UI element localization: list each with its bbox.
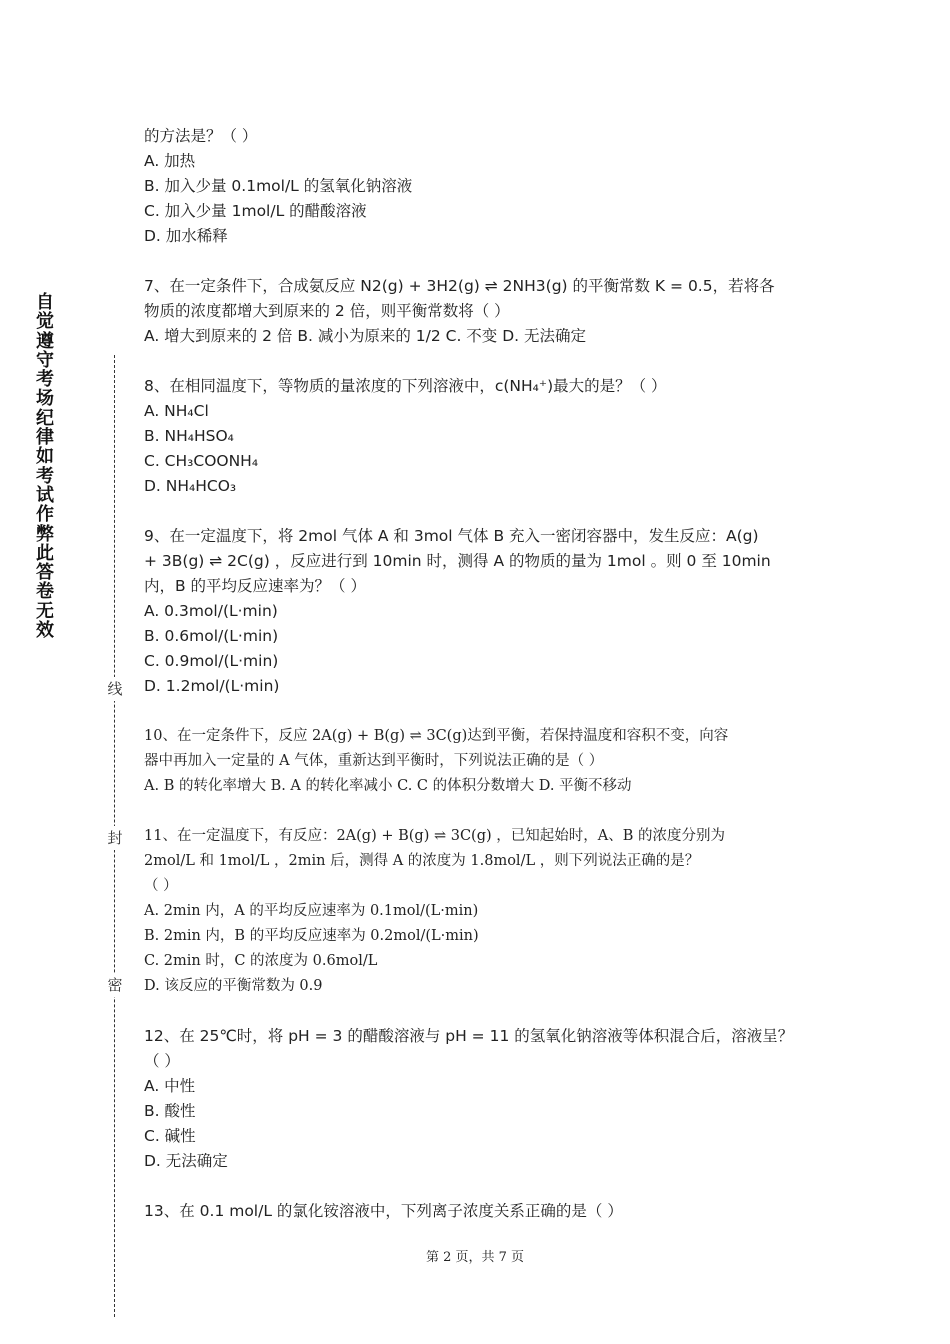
option: B. 2min 内，B 的平均反应速率为 0.2mol/(L·min) [144,928,479,944]
binding-label-seal: 封 [104,826,126,850]
question-stem: 内，B 的平均反应速率为？（ ） [144,577,366,595]
page-footer: 第 2 页，共 7 页 [425,1250,525,1265]
option: A. 2min 内，A 的平均反应速率为 0.1mol/(L·min) [144,903,479,919]
option: A. 加热 [144,152,196,170]
question-stem: 器中再加入一定量的 A 气体，重新达到平衡时，下列说法正确的是（ ） [144,753,604,769]
question-stem: 9、在一定温度下，将 2mol 气体 A 和 3mol 气体 B 充入一密闭容器中，发生反应：A(g) [144,527,759,545]
option: D. 1.2mol/(L·min) [144,677,280,695]
question-10 [144,724,834,799]
question-7 [144,274,834,349]
option: B. 加入少量 0.1mol/L 的氢氧化钠溶液 [144,177,413,195]
question-stem: 7、在一定条件下，合成氨反应 N2(g) + 3H2(g) ⇌ 2NH3(g) 的平衡常数 K = 0.5，若将各 [144,277,775,295]
question-stem: + 3B(g) ⇌ 2C(g) ，反应进行到 10min 时，测得 A 的物质的量为 1mol 。则 0 至 10min [144,552,771,570]
question-6 [144,124,834,249]
question-11 [144,824,834,999]
option: B. 酸性 [144,1102,196,1120]
option: B. 0.6mol/(L·min) [144,627,279,645]
question-stem: 10、在一定条件下，反应 2A(g) + B(g) ⇌ 3C(g)达到平衡，若保持温度和容积不变，向容 [144,728,729,744]
question-9 [144,524,834,699]
question-stem: 的方法是？（ ） [144,127,258,145]
option: C. CH₃COONH₄ [144,452,259,470]
question-stem: 8、在相同温度下，等物质的量浓度的下列溶液中，c(NH₄⁺)最大的是？（ ） [144,377,667,395]
options-line: A. 增大到原来的 2 倍 B. 减小为原来的 1/2 C. 不变 D. 无法确定 [144,327,587,345]
question-stem: 物质的浓度都增大到原来的 2 倍，则平衡常数将（ ） [144,302,510,320]
option: D. NH₄HCO₃ [144,477,237,495]
question-stem: 11、在一定温度下，有反应：2A(g) + B(g) ⇌ 3C(g) ，已知起始时，A、B 的浓度分别为 [144,828,725,844]
question-stem: 12、在 25℃时，将 pH = 3 的醋酸溶液与 pH = 11 的氢氧化钠溶液等体积混合后，溶液呈？ [144,1027,794,1045]
binding-label-line: 线 [104,677,126,701]
option: C. 加入少量 1mol/L 的醋酸溶液 [144,202,367,220]
question-stem: （ ） [144,878,178,894]
option: A. 0.3mol/(L·min) [144,602,278,620]
option: B. NH₄HSO₄ [144,427,234,445]
binding-label-secret: 密 [104,973,126,997]
option: D. 该反应的平衡常数为 0.9 [144,978,323,994]
question-stem: 13、在 0.1 mol/L 的氯化铵溶液中，下列离子浓度关系正确的是（ ） [144,1202,623,1220]
question-13 [144,1199,834,1224]
question-content [144,124,834,1224]
question-stem: 2mol/L 和 1mol/L ，2min 后，测得 A 的浓度为 1.8mol/L ，则下列说法正确的是？ [144,853,700,869]
option: A. 中性 [144,1077,196,1095]
question-stem: （ ） [144,1052,180,1070]
question-12 [144,1024,834,1174]
option: D. 加水稀释 [144,227,228,245]
option: C. 2min 时，C 的浓度为 0.6mol/L [144,953,378,969]
question-8 [144,374,834,499]
exam-discipline-warning: 自觉遵守考场纪律如考试作弊此答卷无效 [36,292,54,642]
options-line: A. B 的转化率增大 B. A 的转化率减小 C. C 的体积分数增大 D. 平衡不移动 [144,778,632,794]
option: A. NH₄Cl [144,402,209,420]
option: C. 0.9mol/(L·min) [144,652,279,670]
option: C. 碱性 [144,1127,196,1145]
option: D. 无法确定 [144,1152,228,1170]
